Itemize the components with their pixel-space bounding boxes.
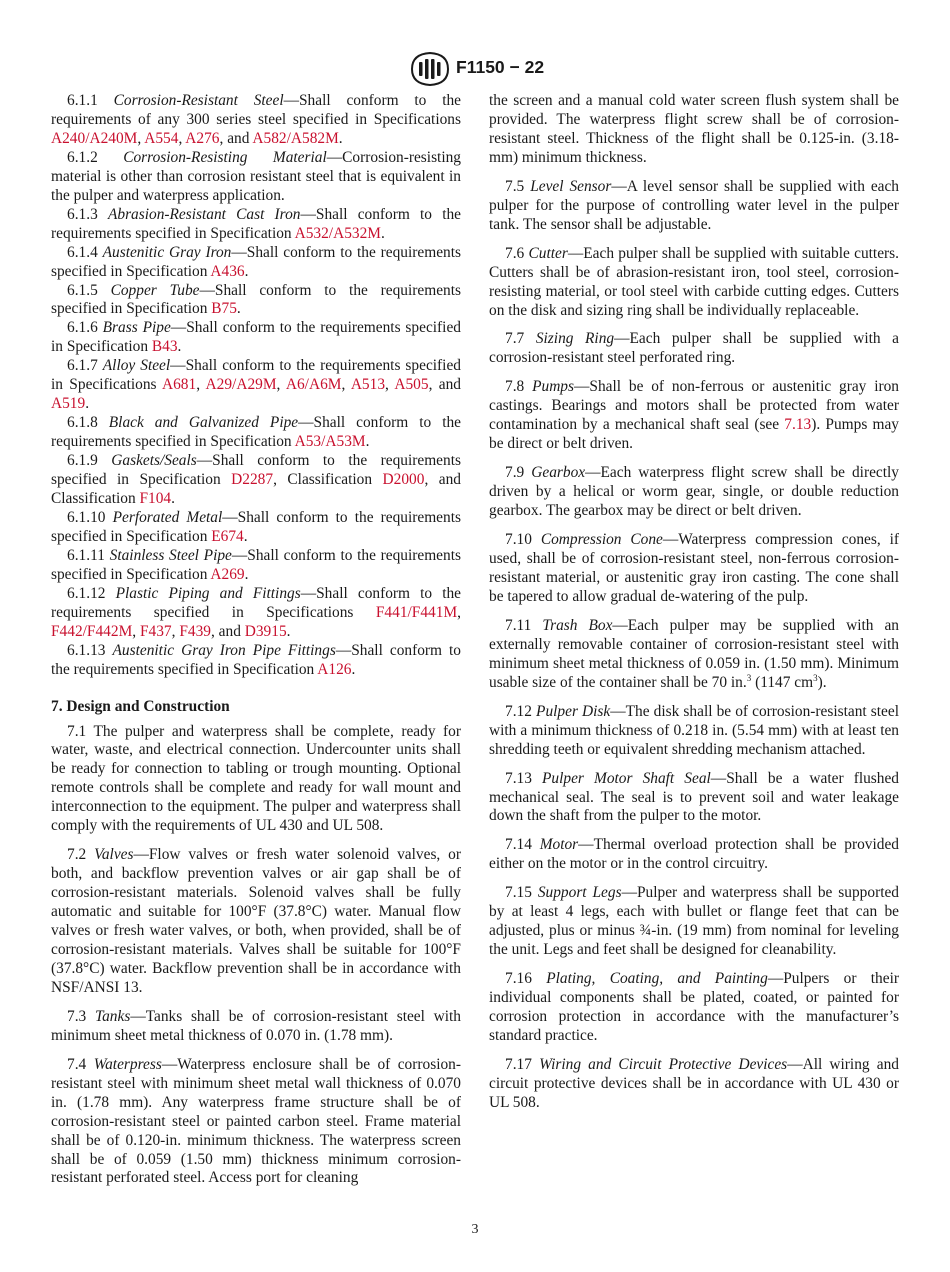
paragraph-7-16: 7.16 Plating, Coating, and Painting—Pulpers or their individual components shall be plated, coated, or painted for corrosion protection in accordance with the manufacturer’s standard practice. bbox=[489, 970, 899, 1044]
paragraph-title: Abrasion-Resistant Cast Iron bbox=[107, 205, 301, 223]
spec-link[interactable]: A505 bbox=[394, 376, 429, 394]
spec-link[interactable]: D2000 bbox=[382, 471, 425, 489]
spec-link[interactable]: F437 bbox=[139, 622, 172, 640]
paragraph-title: Support Legs bbox=[537, 884, 622, 902]
section-link[interactable]: 7.13 bbox=[784, 416, 812, 434]
paragraph-title: Corrosion-Resistant Steel bbox=[113, 92, 284, 109]
paragraph-title: Stainless Steel Pipe bbox=[109, 546, 232, 564]
paragraph-7-17: 7.17 Wiring and Circuit Protective Devices—All wiring and circuit protective devices shall be in accordance with UL 430 or UL 508. bbox=[489, 1055, 899, 1111]
paragraph-title: Valves bbox=[94, 846, 134, 864]
paragraph-title: Plating, Coating, and Painting bbox=[546, 970, 768, 988]
paragraph-6-1-12: 6.1.12 Plastic Piping and Fittings—Shall conform to the requirements specified in Specifications F441/F441M, F442/F442M, F437, F439, and D3915. bbox=[51, 584, 461, 640]
paragraph-7-10: 7.10 Compression Cone—Waterpress compression cones, if used, shall be of corrosion-resistant steel, non-ferrous corrosion-resistant material, or austenitic gray iron casting. The cone shall be tapered to allow gradual de-watering of the pulp. bbox=[489, 531, 899, 605]
spec-link[interactable]: B43 bbox=[151, 338, 178, 356]
paragraph-6-1-10: 6.1.10 Perforated Metal—Shall conform to the requirements specified in Specification E674. bbox=[51, 508, 461, 545]
spec-link[interactable]: A681 bbox=[162, 376, 197, 394]
paragraph-7-12: 7.12 Pulper Disk—The disk shall be of corrosion-resistant steel with a minimum thickness of 0.218 in. (5.54 mm) with at least ten shredding teeth or equivalent shredding mechanism attached. bbox=[489, 702, 899, 758]
paragraph-title: Cutter bbox=[528, 244, 568, 262]
paragraph-title: Corrosion-Resisting Material bbox=[123, 148, 327, 166]
spec-link[interactable]: A436 bbox=[210, 262, 245, 280]
superscript: 3 bbox=[813, 672, 818, 683]
paragraph-7-13: 7.13 Pulper Motor Shaft Seal—Shall be a water flushed mechanical seal. The seal is to prevent soil and water leakage down the shaft from the pulper to the motor. bbox=[489, 769, 900, 825]
paragraph-7-4: 7.4 Waterpress—Waterpress enclosure shall be of corrosion-resistant steel with minimum sheet metal wall thickness of 0.070 in. (1.78 mm). Any waterpress frame structure shall be of corrosion-resistant steel or painted carbon steel. Frame material shall be of 0.120-in. minimum thickness. The waterpress screen shall be of 0.059 (1.50 mm) thickness minimum corrosion-resistant perforated steel. Access port for cleaning bbox=[51, 1055, 461, 1187]
spec-link[interactable]: A519 bbox=[51, 395, 86, 413]
paragraph-7-7: 7.7 Sizing Ring—Each pulper shall be supplied with a corrosion-resistant steel perforated ring. bbox=[489, 330, 899, 367]
paragraph-title: Brass Pipe bbox=[102, 319, 171, 337]
right-column bbox=[489, 92, 899, 1113]
paragraph-6-1-5: 6.1.5 Copper Tube—Shall conform to the requirements specified in Specification B75. bbox=[51, 281, 461, 318]
paragraph-title: Austenitic Gray Iron Pipe Fittings bbox=[112, 641, 336, 659]
paragraph-title: Pulper Motor Shaft Seal bbox=[542, 769, 711, 787]
paragraph-title: Pulper Disk bbox=[536, 702, 611, 720]
paragraph-7-3: 7.3 Tanks—Tanks shall be of corrosion-resistant steel with minimum sheet metal thickness of 0.070 in. (1.78 mm). bbox=[51, 1007, 461, 1044]
spec-link[interactable]: A269 bbox=[210, 565, 245, 583]
paragraph-7-11: 7.11 Trash Box—Each pulper may be supplied with an externally removable container of corrosion-resistant steel with minimum sheet metal thickness of 0.059 in. (1.50 mm). Minimum usable size of the container shall be 70 in.$^3$ (1147 $cm^3$). bbox=[489, 616, 899, 691]
paragraph-6-1-3: 6.1.3 Abrasion-Resistant Cast Iron—Shall conform to the requirements specified in Specification A532/A532M. bbox=[51, 205, 461, 242]
spec-link[interactable]: F442/F442M bbox=[51, 622, 133, 640]
paragraph-title: Wiring and Circuit Protective Devices bbox=[539, 1055, 788, 1073]
spec-link[interactable]: D2287 bbox=[231, 471, 274, 489]
paragraph-6-1-4: 6.1.4 Austenitic Gray Iron—Shall conform to the requirements specified in Specification A436. bbox=[51, 243, 461, 280]
paragraph-6-1-8: 6.1.8 Black and Galvanized Pipe—Shall conform to the requirements specified in Specification A53/A53M. bbox=[51, 414, 461, 451]
paragraph-7-15: 7.15 Support Legs—Pulper and waterpress shall be supported by at least 4 legs, each with bullet or flange feet that can be adjusted, plus or minus ¾-in. (19 mm) from nominal for leveling the unit. Legs and feet shall be designed for cleanability. bbox=[489, 884, 899, 959]
spec-link[interactable]: E674 bbox=[211, 527, 244, 545]
paragraph-title: Tanks bbox=[94, 1007, 131, 1025]
paragraph-title: Copper Tube bbox=[110, 281, 200, 299]
paragraph-title: Austenitic Gray Iron bbox=[102, 243, 232, 261]
paragraph-title: Gaskets/Seals bbox=[111, 452, 197, 470]
spec-link[interactable]: A126 bbox=[317, 660, 352, 678]
paragraph-title: Compression Cone bbox=[540, 531, 663, 549]
standard-designation: F1150 − 22 bbox=[456, 57, 545, 77]
paragraph-title: Level Sensor bbox=[530, 177, 612, 195]
paragraph-title: Plastic Piping and Fittings bbox=[115, 584, 301, 602]
paragraph-7-5: 7.5 Level Sensor—A level sensor shall be supplied with each pulper for the purpose of controlling water level in the pulper tank. The sensor shall be adjustable. bbox=[489, 177, 900, 233]
spec-link[interactable]: B75 bbox=[211, 300, 237, 318]
spec-link[interactable]: F441/F441M bbox=[375, 603, 458, 621]
page-header bbox=[0, 50, 950, 90]
spec-link[interactable]: A276 bbox=[185, 129, 220, 147]
paragraph-7-2: 7.2 Valves—Flow valves or fresh water solenoid valves, or both, and backflow prevention valves or air gap shall be of corrosion-resistant materials. Solenoid valves shall be fully automatic and suitable for 100°F (37.8°C) water. Manual flow valves or fresh water valves, or both, when provided, shall be of corrosion-resistant materials. Valves shall be suitable for 100°F (37.8°C) water. Backflow prevention shall be in accordance with NSF/ANSI 13. bbox=[51, 846, 461, 996]
paragraph-6-1-11: 6.1.11 Stainless Steel Pipe—Shall conform to the requirements specified in Specification A269. bbox=[51, 546, 461, 583]
paragraph-title: Perforated Metal bbox=[112, 508, 223, 526]
paragraph-title: Trash Box bbox=[542, 616, 613, 634]
paragraph-6-1-13: 6.1.13 Austenitic Gray Iron Pipe Fittings—Shall conform to the requirements specified in Specification A126. bbox=[51, 641, 461, 678]
paragraph-7-8: 7.8 Pumps—Shall be of non-ferrous or austenitic gray iron castings. Bearings and motors shall be protected from water contamination by a mechanical shaft seal (see 7.13). Pumps may be direct or belt driven. bbox=[489, 378, 899, 453]
paragraph-6-1-1: 6.1.1 Corrosion-Resistant Steel—Shall conform to the requirements of any 300 series steel specified in Specifications A240/A240M, A554, A276, and A582/A582M. bbox=[51, 92, 461, 147]
paragraph-title: Alloy Steel bbox=[102, 357, 171, 375]
astm-logo-icon bbox=[408, 50, 452, 88]
spec-link[interactable]: A554 bbox=[144, 129, 179, 147]
paragraph-6-1-6: 6.1.6 Brass Pipe—Shall conform to the requirements specified in Specification B43. bbox=[51, 319, 461, 356]
spec-link[interactable]: A29/A29M bbox=[205, 376, 277, 394]
spec-link[interactable]: D3915 bbox=[244, 622, 287, 640]
paragraph-6-1-7: 6.1.7 Alloy Steel—Shall conform to the requirements specified in Specifications A681, A29/A29M, A6/A6M, A513, A505, and A519. bbox=[51, 357, 461, 413]
paragraph-7-4-continued: the screen and a manual cold water screen flush system shall be provided. The waterpress flight screw shall be of corrosion-resistant steel. Thickness of the flight shall be 0.125-in. (3.18-mm) minimum thickness. bbox=[489, 92, 899, 166]
paragraph-7-9: 7.9 Gearbox—Each waterpress flight screw shall be directly driven by a helical or worm gear, single, or double reduction gearbox. The gearbox may be direct or belt driven. bbox=[489, 464, 899, 520]
paragraph-6-1-9: 6.1.9 Gaskets/Seals—Shall conform to the requirements specified in Specification D2287, Classification D2000, and Classification F104. bbox=[51, 452, 461, 508]
paragraph-title: Motor bbox=[539, 836, 579, 854]
superscript: 3 bbox=[746, 672, 752, 683]
page-number: 3 bbox=[471, 1222, 479, 1237]
paragraph-6-1-2: 6.1.2 Corrosion-Resisting Material—Corrosion-resisting material is other than corrosion resistant steel that is equivalent in the pulper and waterpress application. bbox=[51, 148, 461, 204]
paragraph-title: Gearbox bbox=[531, 464, 586, 482]
spec-link[interactable]: A582/A582M bbox=[252, 129, 339, 147]
spec-link[interactable]: F439 bbox=[179, 622, 211, 640]
spec-link[interactable]: A240/A240M bbox=[51, 129, 138, 147]
paragraph-7-1: 7.1 The pulper and waterpress shall be complete, ready for water, waste, and electrical connection. Undercounter units shall be ready for connection to tabling or trough mounting. Optional remote controls shall be complete and ready for wall mount and interconnection to the equipment. The pulper and waterpress shall comply with the requirements of UL 430 and UL 508. bbox=[51, 722, 462, 835]
paragraph-7-6: 7.6 Cutter—Each pulper shall be supplied with suitable cutters. Cutters shall be of abrasion-resistant iron, tool steel, corrosion-resisting material, or tool steel with carbide cutting edges. Cutters on the disk and sizing ring shall be individually replaceable. bbox=[489, 244, 899, 319]
spec-link[interactable]: A513 bbox=[350, 376, 386, 394]
paragraph-title: Sizing Ring bbox=[535, 330, 615, 348]
spec-link[interactable]: A6/A6M bbox=[285, 376, 342, 394]
paragraph-title: Black and Galvanized Pipe bbox=[108, 414, 299, 432]
spec-link[interactable]: F104 bbox=[139, 490, 172, 508]
section-heading: 7. Design and Construction bbox=[51, 697, 230, 715]
spec-link[interactable]: A53/A53M bbox=[294, 433, 366, 451]
paragraph-title: Pumps bbox=[532, 378, 574, 396]
paragraph-7-14: 7.14 Motor—Thermal overload protection shall be provided either on the motor or in the control circuitry. bbox=[489, 836, 899, 873]
left-column bbox=[51, 92, 461, 1188]
paragraph-title: Waterpress bbox=[93, 1055, 162, 1073]
spec-link[interactable]: A532/A532M bbox=[294, 224, 381, 242]
